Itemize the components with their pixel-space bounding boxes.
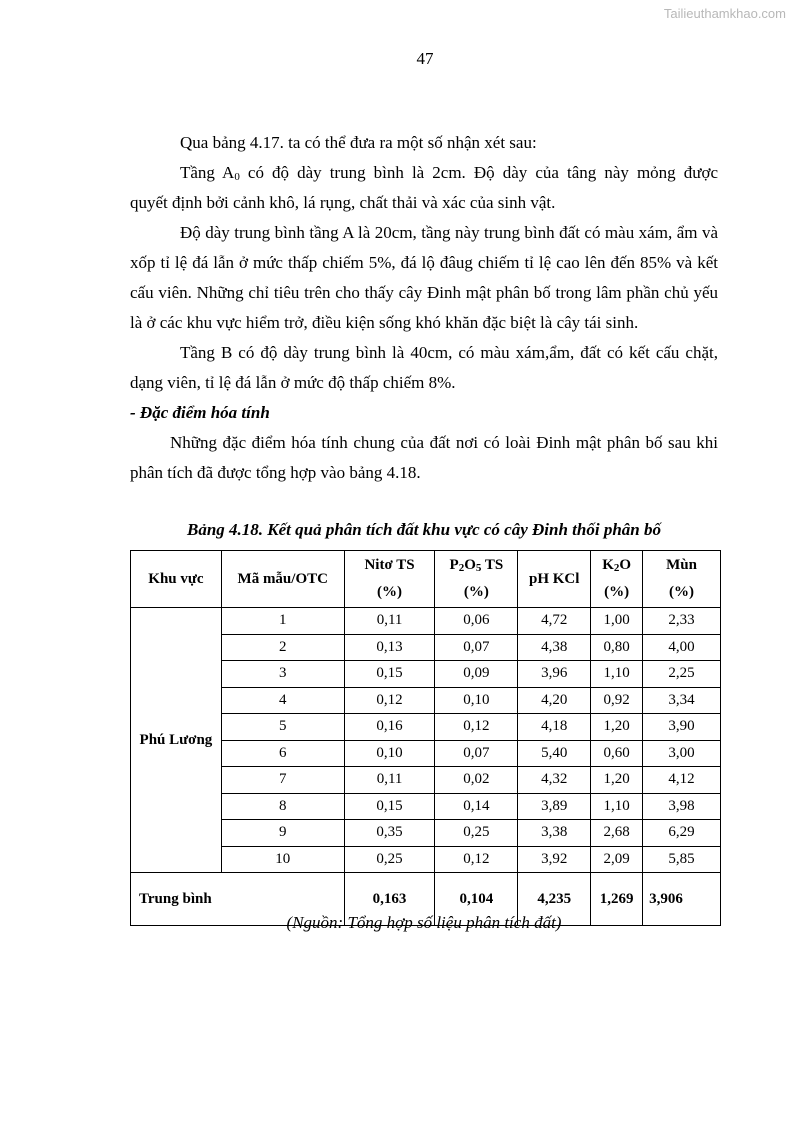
cell-nito: 0,10 [344, 740, 435, 767]
header-row [131, 551, 721, 608]
cell-ma-mau: 4 [221, 687, 344, 714]
cell-p2o5: 0,10 [435, 687, 518, 714]
cell-nito: 0,35 [344, 820, 435, 847]
table-source: (Nguồn: Tổng hợp số liệu phân tích đất) [286, 913, 562, 932]
header-p2o5-label: $P_2O_5$ TS [449, 557, 504, 574]
cell-mun: 5,85 [643, 846, 721, 873]
cell-ph: 5,40 [518, 740, 591, 767]
header-nito [344, 551, 435, 608]
header-p2o5-unit: (%) [463, 584, 489, 600]
cell-mun: 4,12 [643, 767, 721, 794]
cell-p2o5: 0,12 [435, 846, 518, 873]
cell-mun: 4,00 [643, 634, 721, 661]
cell-p2o5: 0,02 [435, 767, 518, 794]
cell-ph: 3,38 [518, 820, 591, 847]
cell-ph: 4,72 [518, 608, 591, 635]
cell-nito: 0,16 [344, 714, 435, 741]
table-row [131, 608, 721, 635]
cell-ma-mau: 6 [221, 740, 344, 767]
table-body [131, 608, 721, 926]
cell-mun: 3,98 [643, 793, 721, 820]
paragraph-2-line-2: quyết định bởi cảnh khô, lá rụng, chất thải và xác của sinh vật. [130, 193, 556, 212]
cell-ph: 3,92 [518, 846, 591, 873]
cell-ph: 3,89 [518, 793, 591, 820]
section-heading: - Đặc điểm hóa tính [130, 403, 270, 422]
cell-k2o: 1,20 [591, 714, 643, 741]
paragraph-3: Độ dày trung bình tầng A là 20cm, tầng này trung bình đất có màu xám, ẩm và xốp tỉ lệ đá lẫn ở mức thấp chiếm 5%, đá lộ đâug chiếm tỉ lệ cao lên đến 85% và kết cấu viên. Những chỉ tiêu trên cho thấy cây Đinh mật phân bố trong lâm phần chủ yếu là ở các khu vực hiểm trở, điều kiện sống khó khăn đặc biệt là cây tái sinh. [130, 223, 718, 332]
cell-ph: 4,32 [518, 767, 591, 794]
average-nito: 0,163 [344, 873, 435, 926]
body-text [130, 128, 718, 488]
average-ph: 4,235 [518, 873, 591, 926]
cell-ma-mau: 3 [221, 661, 344, 688]
cell-ph: 4,38 [518, 634, 591, 661]
cell-ma-mau: 8 [221, 793, 344, 820]
header-nito-unit: (%) [377, 584, 403, 600]
cell-k2o: 1,20 [591, 767, 643, 794]
header-khu-vuc: Khu vực [131, 551, 222, 608]
cell-mun: 3,90 [643, 714, 721, 741]
header-mun-label: Mùn [666, 557, 697, 573]
paragraph-2-text-a: Tầng A [180, 163, 235, 182]
cell-ma-mau: 5 [221, 714, 344, 741]
cell-ph: 3,96 [518, 661, 591, 688]
cell-k2o: 2,68 [591, 820, 643, 847]
average-label: Trung bình [131, 873, 345, 926]
cell-nito: 0,11 [344, 767, 435, 794]
cell-mun: 2,33 [643, 608, 721, 635]
cell-p2o5: 0,09 [435, 661, 518, 688]
cell-mun: 6,29 [643, 820, 721, 847]
cell-k2o: 0,92 [591, 687, 643, 714]
header-k2o-label: $K_2O$ [602, 557, 632, 574]
cell-k2o: 0,60 [591, 740, 643, 767]
cell-ph: 4,18 [518, 714, 591, 741]
cell-ph: 4,20 [518, 687, 591, 714]
cell-p2o5: 0,12 [435, 714, 518, 741]
header-mun [643, 551, 721, 608]
table-caption: Bảng 4.18. Kết quả phân tích đất khu vực có cây Đinh thối phân bố [187, 520, 661, 539]
header-k2o [591, 551, 643, 608]
soil-analysis-table [130, 550, 721, 926]
cell-nito: 0,15 [344, 661, 435, 688]
cell-k2o: 1,10 [591, 661, 643, 688]
cell-ma-mau: 7 [221, 767, 344, 794]
cell-p2o5: 0,07 [435, 740, 518, 767]
header-k2o-unit: (%) [604, 584, 630, 600]
paragraph-5: Những đặc điểm hóa tính chung của đất nơi có loài Đinh mật phân bố sau khi phân tích đã được tổng hợp vào bảng 4.18. [130, 433, 718, 482]
paragraph-1: Qua bảng 4.17. ta có thể đưa ra một số nhận xét sau: [180, 133, 537, 152]
subscript-0: 0 [234, 171, 240, 183]
paragraph-4: Tầng B có độ dày trung bình là 40cm, có màu xám,ẩm, đất có kết cấu chặt, dạng viên, tỉ lệ đá lẫn ở mức độ thấp chiếm 8%. [130, 343, 718, 392]
cell-k2o: 0,80 [591, 634, 643, 661]
page-number: 47 [416, 49, 434, 68]
cell-nito: 0,11 [344, 608, 435, 635]
cell-p2o5: 0,14 [435, 793, 518, 820]
cell-ma-mau: 1 [221, 608, 344, 635]
watermark: Tailieuthamkhao.com [663, 6, 786, 21]
region-cell: Phú Lương [131, 608, 222, 873]
header-nito-label: Nitơ TS [364, 557, 415, 573]
cell-mun: 2,25 [643, 661, 721, 688]
cell-mun: 3,34 [643, 687, 721, 714]
cell-nito: 0,25 [344, 846, 435, 873]
average-p2o5: 0,104 [435, 873, 518, 926]
cell-ma-mau: 9 [221, 820, 344, 847]
average-mun: 3,906 [643, 873, 721, 926]
cell-nito: 0,12 [344, 687, 435, 714]
header-p2o5 [435, 551, 518, 608]
cell-p2o5: 0,06 [435, 608, 518, 635]
header-mun-unit: (%) [669, 584, 695, 600]
average-k2o: 1,269 [591, 873, 643, 926]
paragraph-2-text-b: có độ dày trung bình là 2cm. Độ dày của tâng này mỏng được [239, 163, 718, 182]
cell-p2o5: 0,07 [435, 634, 518, 661]
header-ma-mau: Mã mẫu/OTC [221, 551, 344, 608]
cell-nito: 0,15 [344, 793, 435, 820]
paragraph-2 [130, 158, 718, 188]
cell-p2o5: 0,25 [435, 820, 518, 847]
cell-ma-mau: 2 [221, 634, 344, 661]
cell-mun: 3,00 [643, 740, 721, 767]
cell-nito: 0,13 [344, 634, 435, 661]
cell-k2o: 1,10 [591, 793, 643, 820]
cell-k2o: 1,00 [591, 608, 643, 635]
cell-ma-mau: 10 [221, 846, 344, 873]
header-ph: pH KCl [518, 551, 591, 608]
cell-k2o: 2,09 [591, 846, 643, 873]
